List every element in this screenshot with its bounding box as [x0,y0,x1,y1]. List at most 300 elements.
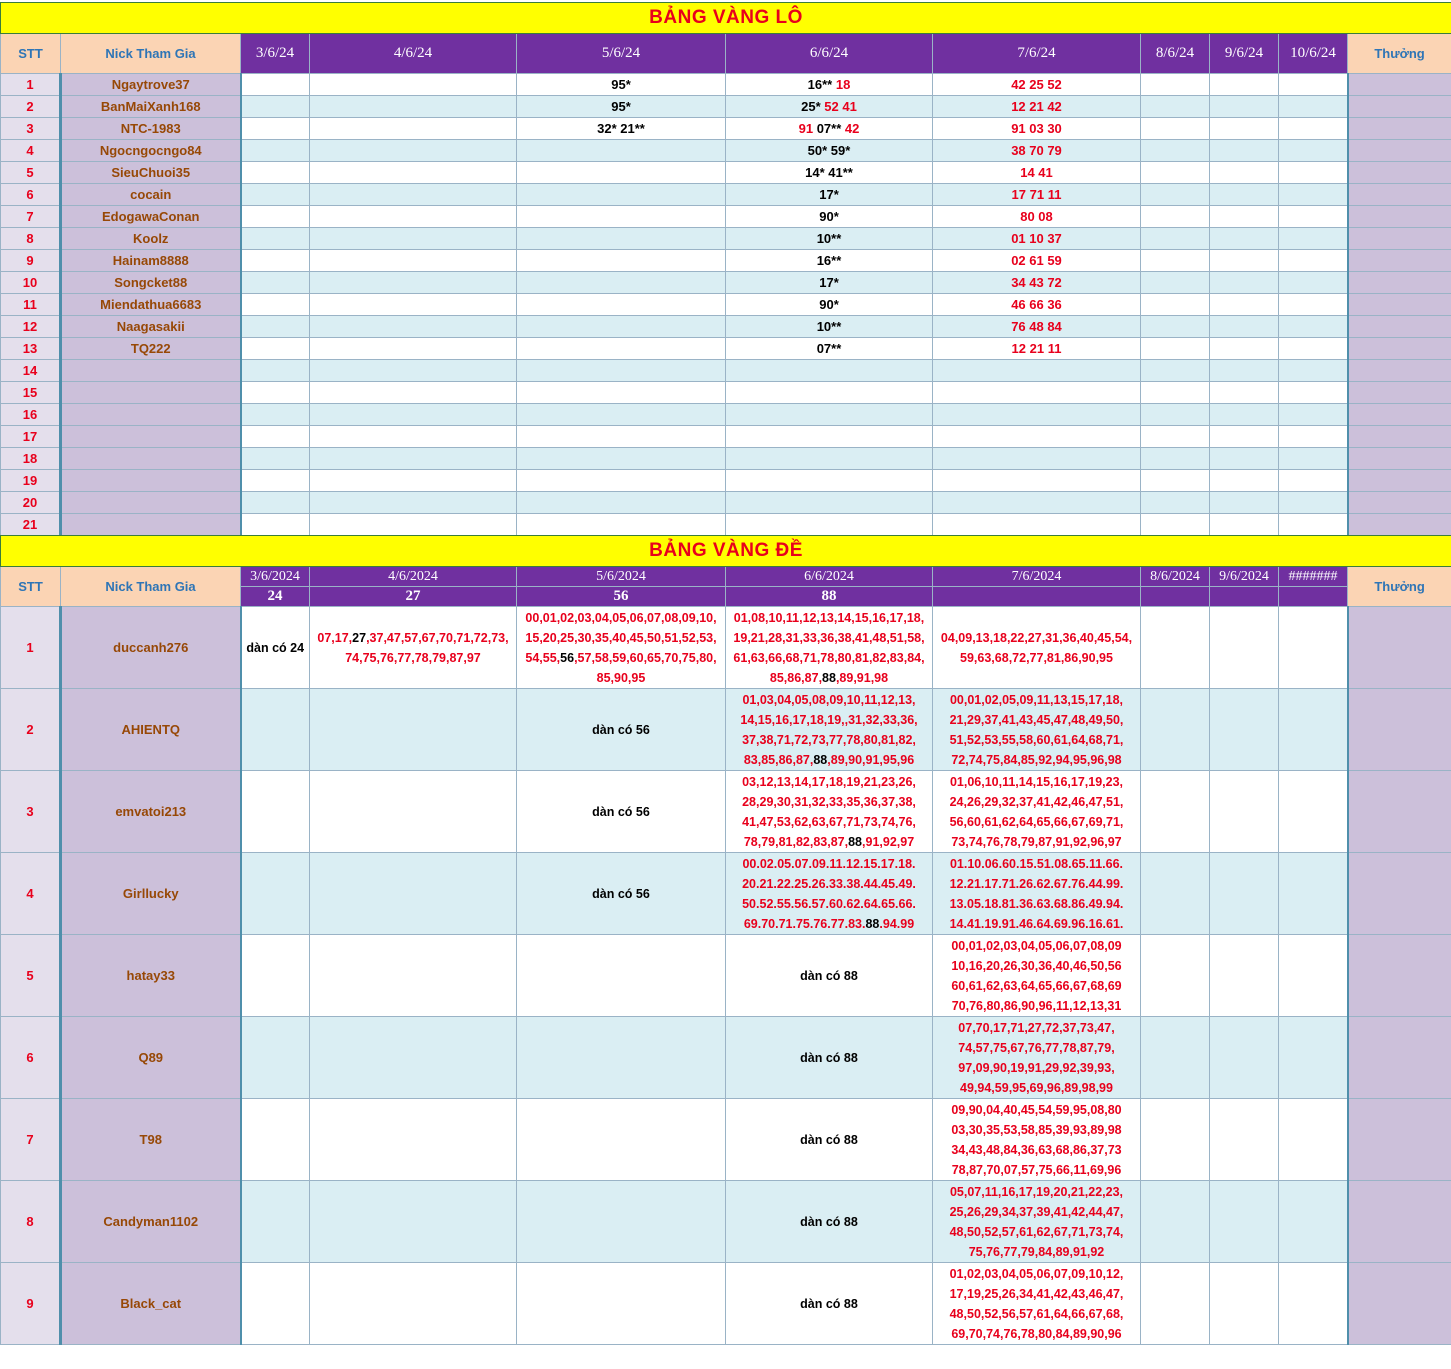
prize-cell [1348,1099,1451,1181]
number-entry: 07,17, [317,630,353,645]
row-number: 9 [1,250,61,272]
pick-cell [241,492,310,514]
pick-cell [310,514,517,536]
pick-cell [241,404,310,426]
player-nick: Candyman1102 [61,1181,241,1263]
row-number: 3 [1,118,61,140]
number-entry: 09,90,04,40,45,54,59,95,08,80 [951,1102,1122,1117]
prize-cell [1348,140,1451,162]
number-entry: 56,60,61,62,64,65,66,67,69,71, [949,814,1124,829]
pick-cell [726,96,933,118]
pick-cell [726,74,933,96]
pick-cell [241,853,310,935]
lo-table-row [1,228,1451,250]
player-nick: T98 [61,1099,241,1181]
number-entry: ,37,47,57,67,70,71,72,73, [366,630,509,645]
pick-cell [726,360,933,382]
pick-cell [933,316,1141,338]
pick-cell [1210,492,1279,514]
pick-cell [310,1017,517,1099]
lo-table-row [1,492,1451,514]
pick-cell [241,1017,310,1099]
number-entry: 18 [835,77,851,92]
number-entry: 48,50,52,57,61,62,67,71,73,74, [949,1224,1124,1239]
pick-cell [726,250,933,272]
number-entry: 75,76,77,79,84,89,91,92 [968,1244,1105,1259]
de-date-header: 7/6/2024 [933,567,1141,587]
number-entry: 14 41 [1020,165,1053,180]
pick-cell [933,853,1141,935]
row-number: 7 [1,206,61,228]
pick-cell [1279,294,1348,316]
pick-cell [933,96,1141,118]
number-entry: 17* [819,187,839,202]
pick-cell [241,382,310,404]
number-entry: 51,52,53,55,58,60,61,64,68,71, [949,732,1124,747]
pick-cell [310,228,517,250]
pick-cell [310,1099,517,1181]
number-entry: 78,87,70,07,57,75,66,11,69,96 [951,1162,1122,1177]
pick-cell [1141,689,1210,771]
number-entry: dàn có 56 [592,722,650,737]
pick-cell [1141,382,1210,404]
pick-cell [933,492,1141,514]
pick-cell [1141,206,1210,228]
pick-cell [1210,118,1279,140]
player-nick [61,470,241,492]
row-number: 10 [1,272,61,294]
pick-cell [310,96,517,118]
pick-cell [517,1181,726,1263]
pick-cell [1279,206,1348,228]
number-entry: ,89,91,98 [835,670,889,685]
number-entry: 27 [352,630,367,645]
pick-cell [1141,162,1210,184]
pick-cell [726,607,933,689]
de-table-row [1,853,1451,935]
prize-cell [1348,514,1451,536]
pick-cell [517,382,726,404]
number-entry: 85,90,95 [596,670,646,685]
lo-table-row [1,294,1451,316]
pick-cell [1141,294,1210,316]
pick-cell [1141,228,1210,250]
number-entry: 54,55, [525,650,561,665]
prize-cell [1348,338,1451,360]
number-entry: 07** [816,121,845,136]
pick-cell [726,689,933,771]
pick-cell [517,360,726,382]
pick-cell [310,184,517,206]
number-entry: 88 [848,834,863,849]
player-nick: TQ222 [61,338,241,360]
de-table-row [1,1017,1451,1099]
de-table [0,535,1451,1345]
pick-cell [726,162,933,184]
de-header-stt: STT [1,567,61,607]
number-entry: 42 [844,121,860,136]
pick-cell [517,404,726,426]
pick-cell [310,689,517,771]
prize-cell [1348,404,1451,426]
number-entry: 15,20,25,30,35,40,45,50,51,52,53, [525,630,717,645]
prize-cell [1348,448,1451,470]
pick-cell [933,426,1141,448]
player-nick [61,448,241,470]
pick-cell [1279,492,1348,514]
pick-cell [1279,250,1348,272]
player-nick: emvatoi213 [61,771,241,853]
pick-cell [1210,1263,1279,1345]
pick-cell [1141,140,1210,162]
lo-table-row [1,382,1451,404]
pick-cell [241,184,310,206]
pick-cell [517,228,726,250]
row-number: 20 [1,492,61,514]
pick-cell [933,272,1141,294]
pick-cell [1141,514,1210,536]
number-entry: 03,12,13,14,17,18,19,21,23,26, [742,774,916,789]
row-number: 11 [1,294,61,316]
de-table-row [1,935,1451,1017]
prize-cell [1348,250,1451,272]
lo-table-row [1,338,1451,360]
number-entry: 00,01,02,03,04,05,06,07,08,09 [951,938,1122,953]
number-entry: 16** [816,253,842,268]
prize-cell [1348,162,1451,184]
prize-cell [1348,853,1451,935]
lo-table-row [1,514,1451,536]
number-entry: 34,43,48,84,36,63,68,86,37,73 [951,1142,1122,1157]
row-number: 8 [1,1181,61,1263]
pick-cell [310,294,517,316]
pick-cell [517,1017,726,1099]
number-entry: 50* 59* [807,143,851,158]
pick-cell [1210,140,1279,162]
pick-cell [933,404,1141,426]
de-result-number [933,587,1141,607]
number-entry: 04,09,13,18,22,27,31,36,40,45,54, [940,630,1133,645]
pick-cell [517,448,726,470]
prize-cell [1348,294,1451,316]
prize-cell [1348,1181,1451,1263]
number-entry: 25* [801,99,825,114]
pick-cell [726,382,933,404]
pick-cell [1210,607,1279,689]
row-number: 18 [1,448,61,470]
number-entry: dàn có 88 [800,1132,858,1147]
number-entry: 10** [816,231,842,246]
prize-cell [1348,935,1451,1017]
pick-cell [1210,771,1279,853]
pick-cell [933,935,1141,1017]
number-entry: 37,38,71,72,73,77,78,80,81,82, [742,732,916,747]
pick-cell [517,96,726,118]
pick-cell [726,1099,933,1181]
number-entry: 12 21 42 [1011,99,1062,114]
pick-cell [310,74,517,96]
pick-cell [517,294,726,316]
pick-cell [933,1099,1141,1181]
player-nick: AHIENTQ [61,689,241,771]
number-entry: 95* [611,99,631,114]
player-nick: SieuChuoi35 [61,162,241,184]
pick-cell [1141,492,1210,514]
de-table-row [1,689,1451,771]
number-entry: dàn có 88 [800,1214,858,1229]
pick-cell [310,272,517,294]
number-entry: 24,26,29,32,37,41,42,46,47,51, [949,794,1124,809]
row-number: 7 [1,1099,61,1181]
number-entry: 85,86,87, [769,670,823,685]
pick-cell [726,1017,933,1099]
player-nick: Ngocngocngo84 [61,140,241,162]
number-entry: 38 70 79 [1011,143,1062,158]
pick-cell [241,338,310,360]
pick-cell [1141,1263,1210,1345]
row-number: 3 [1,771,61,853]
number-entry: 73,74,76,78,79,87,91,92,96,97 [951,834,1122,849]
pick-cell [310,404,517,426]
prize-cell [1348,228,1451,250]
lo-table-row [1,316,1451,338]
pick-cell [1141,470,1210,492]
pick-cell [1279,514,1348,536]
prize-cell [1348,771,1451,853]
number-entry: 90* [819,209,839,224]
number-entry: 28,29,30,31,32,33,35,36,37,38, [742,794,916,809]
row-number: 17 [1,426,61,448]
pick-cell [933,162,1141,184]
number-entry: 10** [816,319,842,334]
lo-date-header: 4/6/24 [310,34,517,74]
number-entry: dàn có 24 [246,640,305,655]
pick-cell [1210,1181,1279,1263]
number-entry: 07,70,17,71,27,72,37,73,47, [958,1020,1115,1035]
pick-cell [310,448,517,470]
number-entry: 20.21.22.25.26.33.38.44.45.49. [742,876,916,891]
number-entry: 52 41 [824,99,857,114]
de-table-row [1,771,1451,853]
pick-cell [1279,272,1348,294]
prize-cell [1348,118,1451,140]
pick-cell [726,206,933,228]
prize-cell [1348,1263,1451,1345]
pick-cell [933,470,1141,492]
pick-cell [241,316,310,338]
player-nick [61,426,241,448]
pick-cell [1210,360,1279,382]
pick-cell [1141,1017,1210,1099]
pick-cell [1279,448,1348,470]
number-entry: 76 48 84 [1011,319,1062,334]
pick-cell [1141,404,1210,426]
number-entry: ,57,58,59,60,65,70,75,80, [574,650,717,665]
pick-cell [241,250,310,272]
pick-cell [517,426,726,448]
number-entry: 16** [807,77,836,92]
pick-cell [241,162,310,184]
pick-cell [241,607,310,689]
number-entry: 42 25 52 [1011,77,1062,92]
pick-cell [241,426,310,448]
number-entry: dàn có 88 [800,1050,858,1065]
player-nick: Miendathua6683 [61,294,241,316]
pick-cell [1141,118,1210,140]
lo-date-header: 8/6/24 [1141,34,1210,74]
pick-cell [726,514,933,536]
pick-cell [1210,404,1279,426]
pick-cell [933,228,1141,250]
pick-cell [1279,360,1348,382]
number-entry: 83,85,86,87, [743,752,814,767]
pick-cell [1210,1099,1279,1181]
pick-cell [726,492,933,514]
pick-cell [1279,853,1348,935]
lo-table-row [1,272,1451,294]
player-nick: Q89 [61,1017,241,1099]
row-number: 12 [1,316,61,338]
pick-cell [517,162,726,184]
number-entry: dàn có 56 [592,886,650,901]
number-entry: 10,16,20,26,30,36,40,46,50,56 [951,958,1122,973]
row-number: 1 [1,74,61,96]
player-nick: Black_cat [61,1263,241,1345]
de-date-header: 3/6/2024 [241,567,310,587]
player-nick: Songcket88 [61,272,241,294]
pick-cell [1210,853,1279,935]
number-entry: 07** [816,341,842,356]
pick-cell [1141,607,1210,689]
pick-cell [310,316,517,338]
pick-cell [1279,228,1348,250]
player-nick: duccanh276 [61,607,241,689]
player-nick [61,514,241,536]
pick-cell [517,853,726,935]
pick-cell [517,272,726,294]
number-entry: 01,02,03,04,05,06,07,09,10,12, [949,1266,1124,1281]
lo-table-row [1,404,1451,426]
pick-cell [310,853,517,935]
pick-cell [517,206,726,228]
pick-cell [1279,470,1348,492]
number-entry: 34 43 72 [1011,275,1062,290]
pick-cell [1279,1017,1348,1099]
player-nick: Naagasakii [61,316,241,338]
pick-cell [517,316,726,338]
pick-cell [1210,1017,1279,1099]
number-entry: 88 [813,752,828,767]
player-nick: EdogawaConan [61,206,241,228]
pick-cell [1210,338,1279,360]
pick-cell [310,382,517,404]
pick-cell [1279,1263,1348,1345]
pick-cell [517,118,726,140]
pick-cell [1141,360,1210,382]
number-entry: 91 03 30 [1011,121,1062,136]
lo-table-row [1,426,1451,448]
pick-cell [1141,316,1210,338]
pick-cell [933,771,1141,853]
number-entry: 03,30,35,53,58,85,39,93,89,98 [951,1122,1122,1137]
pick-cell [726,338,933,360]
pick-cell [726,294,933,316]
prize-cell [1348,360,1451,382]
pick-cell [1210,272,1279,294]
number-entry: 19,21,28,31,33,36,38,41,48,51,58, [733,630,925,645]
row-number: 16 [1,404,61,426]
pick-cell [1279,689,1348,771]
pick-cell [241,1181,310,1263]
de-result-number [1210,587,1279,607]
player-nick: NTC-1983 [61,118,241,140]
lo-date-header: 3/6/24 [241,34,310,74]
de-table-row [1,1099,1451,1181]
number-entry: 41,47,53,62,63,67,71,73,74,76, [742,814,916,829]
pick-cell [310,492,517,514]
number-entry: 01,08,10,11,12,13,14,15,16,17,18, [733,610,925,625]
row-number: 6 [1,1017,61,1099]
pick-cell [1279,607,1348,689]
prize-cell [1348,316,1451,338]
number-entry: 01.10.06.60.15.51.08.65.11.66. [949,856,1124,871]
pick-cell [241,360,310,382]
pick-cell [1210,426,1279,448]
row-number: 21 [1,514,61,536]
number-entry: 95* [611,77,631,92]
pick-cell [1279,118,1348,140]
pick-cell [241,74,310,96]
prize-cell [1348,492,1451,514]
number-entry: 00,01,02,03,04,05,06,07,08,09,10, [525,610,717,625]
pick-cell [726,470,933,492]
pick-cell [241,689,310,771]
pick-cell [517,140,726,162]
number-entry: 80 08 [1020,209,1053,224]
pick-cell [726,853,933,935]
pick-cell [517,689,726,771]
pick-cell [310,426,517,448]
pick-cell [241,448,310,470]
number-entry: 46 66 36 [1011,297,1062,312]
row-number: 4 [1,140,61,162]
pick-cell [933,338,1141,360]
number-entry: 74,57,75,67,76,77,78,87,79, [958,1040,1115,1055]
number-entry: 97,09,90,19,91,29,92,39,93, [958,1060,1115,1075]
pick-cell [1210,514,1279,536]
number-entry: 60,61,62,63,64,65,66,67,68,69 [951,978,1122,993]
number-entry: 61,63,66,68,71,78,80,81,82,83,84, [733,650,925,665]
number-entry: 00.02.05.07.09.11.12.15.17.18. [742,856,916,871]
pick-cell [726,228,933,250]
de-result-number [1141,587,1210,607]
pick-cell [1141,338,1210,360]
pick-cell [310,140,517,162]
pick-cell [1210,382,1279,404]
pick-cell [1279,1181,1348,1263]
player-nick: Hainam8888 [61,250,241,272]
pick-cell [1141,272,1210,294]
pick-cell [1141,426,1210,448]
number-entry: 21,29,37,41,43,45,47,48,49,50, [949,712,1124,727]
pick-cell [310,338,517,360]
lo-table-row [1,184,1451,206]
lo-table-row [1,162,1451,184]
number-entry: 78,79,81,82,83,87, [743,834,849,849]
pick-cell [241,140,310,162]
number-entry: 12.21.17.71.26.62.67.76.44.99. [949,876,1124,891]
number-entry: 59,63,68,72,77,81,86,90,95 [960,650,1113,665]
